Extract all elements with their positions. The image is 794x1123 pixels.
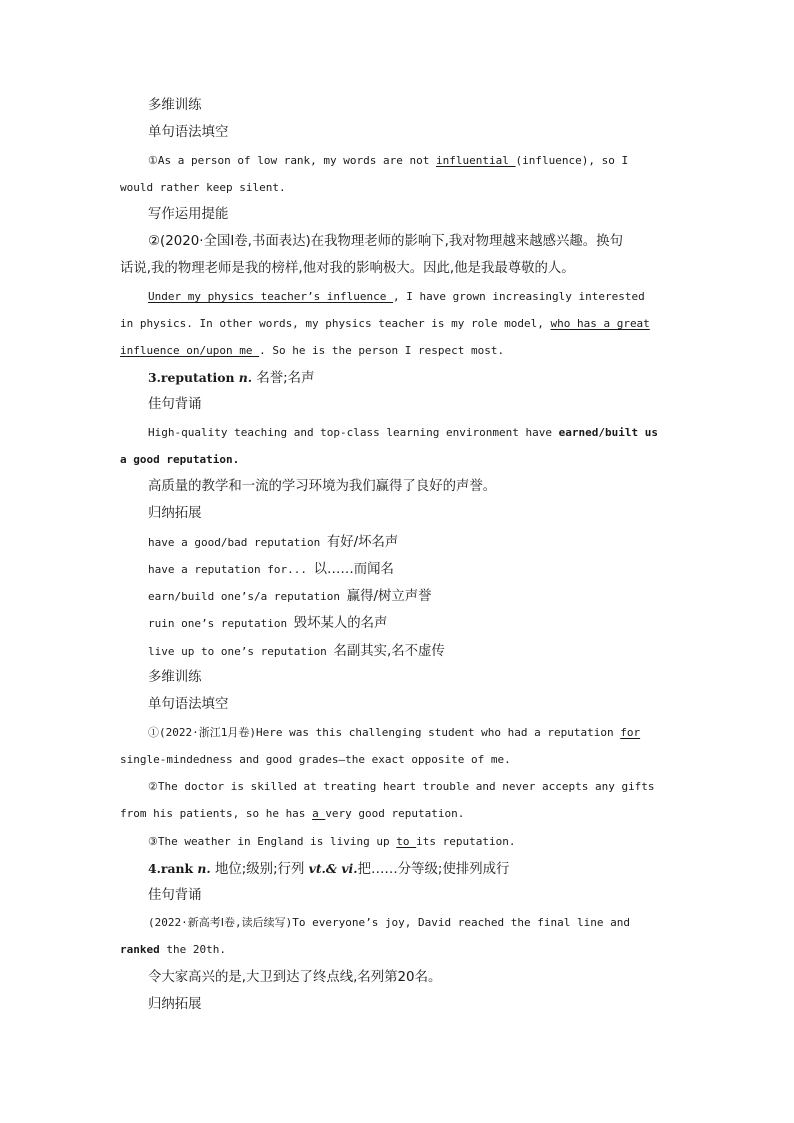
text: ①As a person of low rank, my words are not xyxy=(148,154,437,167)
answer-blank: who has a great xyxy=(550,317,650,330)
phrase-meaning: 赢得/树立声誉 xyxy=(346,589,432,604)
phrase-meaning: 有好/坏名声 xyxy=(326,535,399,550)
phrase: live up to one’s reputation xyxy=(148,645,334,658)
text: ③The weather in England is living up xyxy=(148,835,397,848)
exercise-line xyxy=(148,832,516,852)
writing-answer-line xyxy=(120,341,504,361)
text: . So he is the person I respect most. xyxy=(259,344,505,357)
subheading-writing: 写作运用提能 xyxy=(148,207,229,222)
phrase: earn/build one’s/a reputation xyxy=(148,590,347,603)
text: in physics. In other words, my physics teacher is my role model, xyxy=(120,317,551,330)
highlight-phrase: earned/built us xyxy=(558,426,658,439)
answer-blank: influence on/upon me xyxy=(120,344,260,357)
phrase-item xyxy=(148,559,394,580)
answer-blank: to xyxy=(396,835,417,848)
subheading-sentence-recite: 佳句背诵 xyxy=(148,397,202,412)
phrase-item xyxy=(148,641,445,662)
writing-answer-line xyxy=(148,287,645,307)
vocab-entry-heading xyxy=(148,859,509,880)
phrase-meaning: 毁坏某人的名声 xyxy=(293,616,388,631)
phrase-meaning: 以……而闻名 xyxy=(313,562,394,577)
writing-prompt: 话说,我的物理老师是我的榜样,他对我的影响极大。因此,他是我最尊敬的人。 xyxy=(120,261,575,276)
exercise-line: would rather keep silent. xyxy=(120,181,286,194)
answer-blank: Under my physics teacher’s influence xyxy=(148,290,394,303)
writing-prompt: ②(2020·全国Ⅰ卷,书面表达)在我物理老师的影响下,我对物理越来越感兴趣。换句 xyxy=(148,234,623,249)
phrase-item xyxy=(148,586,432,607)
subheading-sentence-recite: 佳句背诵 xyxy=(148,888,202,903)
subheading-expansion: 归纳拓展 xyxy=(148,506,202,521)
writing-answer-line xyxy=(120,314,650,334)
text: , I have grown increasingly interested xyxy=(393,290,645,303)
vocab-word: 4.rank xyxy=(148,861,198,876)
vocab-word: 3.reputation xyxy=(148,370,239,385)
phrase: ruin one’s reputation xyxy=(148,617,294,630)
answer-blank: influential xyxy=(436,154,516,167)
section-heading-multi-training: 多维训练 xyxy=(148,98,202,113)
part-of-speech: n. xyxy=(197,861,211,876)
example-sentence xyxy=(148,423,658,443)
text: High-quality teaching and top-class learning environment have xyxy=(148,426,559,439)
phrase-item xyxy=(148,613,387,634)
answer-blank: a xyxy=(312,807,326,820)
definition: 把……分等级;使排列成行 xyxy=(357,862,510,877)
phrase-meaning: 名副其实,名不虚传 xyxy=(333,644,445,659)
example-translation: 高质量的教学和一流的学习环境为我们赢得了良好的声誉。 xyxy=(148,479,497,494)
text: the 20th. xyxy=(159,943,226,956)
text: ①(2022·浙江1月卷)Here was this challenging student who had a reputation xyxy=(148,726,621,739)
exercise-line: single-mindedness and good grades—the exact opposite of me. xyxy=(120,753,511,766)
exercise-line xyxy=(148,723,640,743)
section-heading-multi-training: 多维训练 xyxy=(148,670,202,685)
example-sentence: (2022·新高考Ⅰ卷,读后续写)To everyone’s joy, David reached the final line and xyxy=(148,916,630,929)
subheading-grammar-fill: 单句语法填空 xyxy=(148,697,229,712)
text: very good reputation. xyxy=(325,807,465,820)
exercise-line xyxy=(148,151,628,171)
phrase: have a good/bad reputation xyxy=(148,536,327,549)
answer-blank: for xyxy=(620,726,641,739)
phrase-item xyxy=(148,532,398,553)
definition: 名誉;名声 xyxy=(252,371,315,386)
subheading-expansion: 归纳拓展 xyxy=(148,997,202,1012)
exercise-line: ②The doctor is skilled at treating heart trouble and never accepts any gifts xyxy=(148,780,655,793)
text: from his patients, so he has xyxy=(120,807,313,820)
definition: 地位;级别;行列 xyxy=(210,862,309,877)
subheading-grammar-fill: 单句语法填空 xyxy=(148,125,229,140)
exercise-line xyxy=(120,804,464,824)
example-sentence xyxy=(120,940,226,960)
part-of-speech: vt.& vi. xyxy=(308,861,358,876)
vocab-entry-heading xyxy=(148,368,314,389)
part-of-speech: n. xyxy=(238,370,253,385)
text: its reputation. xyxy=(416,835,516,848)
highlight-phrase: ranked xyxy=(120,943,160,956)
highlight-phrase: a good reputation. xyxy=(120,453,240,466)
example-translation: 令大家高兴的是,大卫到达了终点线,名列第20名。 xyxy=(148,970,442,985)
text: (influence), so I xyxy=(515,154,629,167)
phrase: have a reputation for... xyxy=(148,563,314,576)
